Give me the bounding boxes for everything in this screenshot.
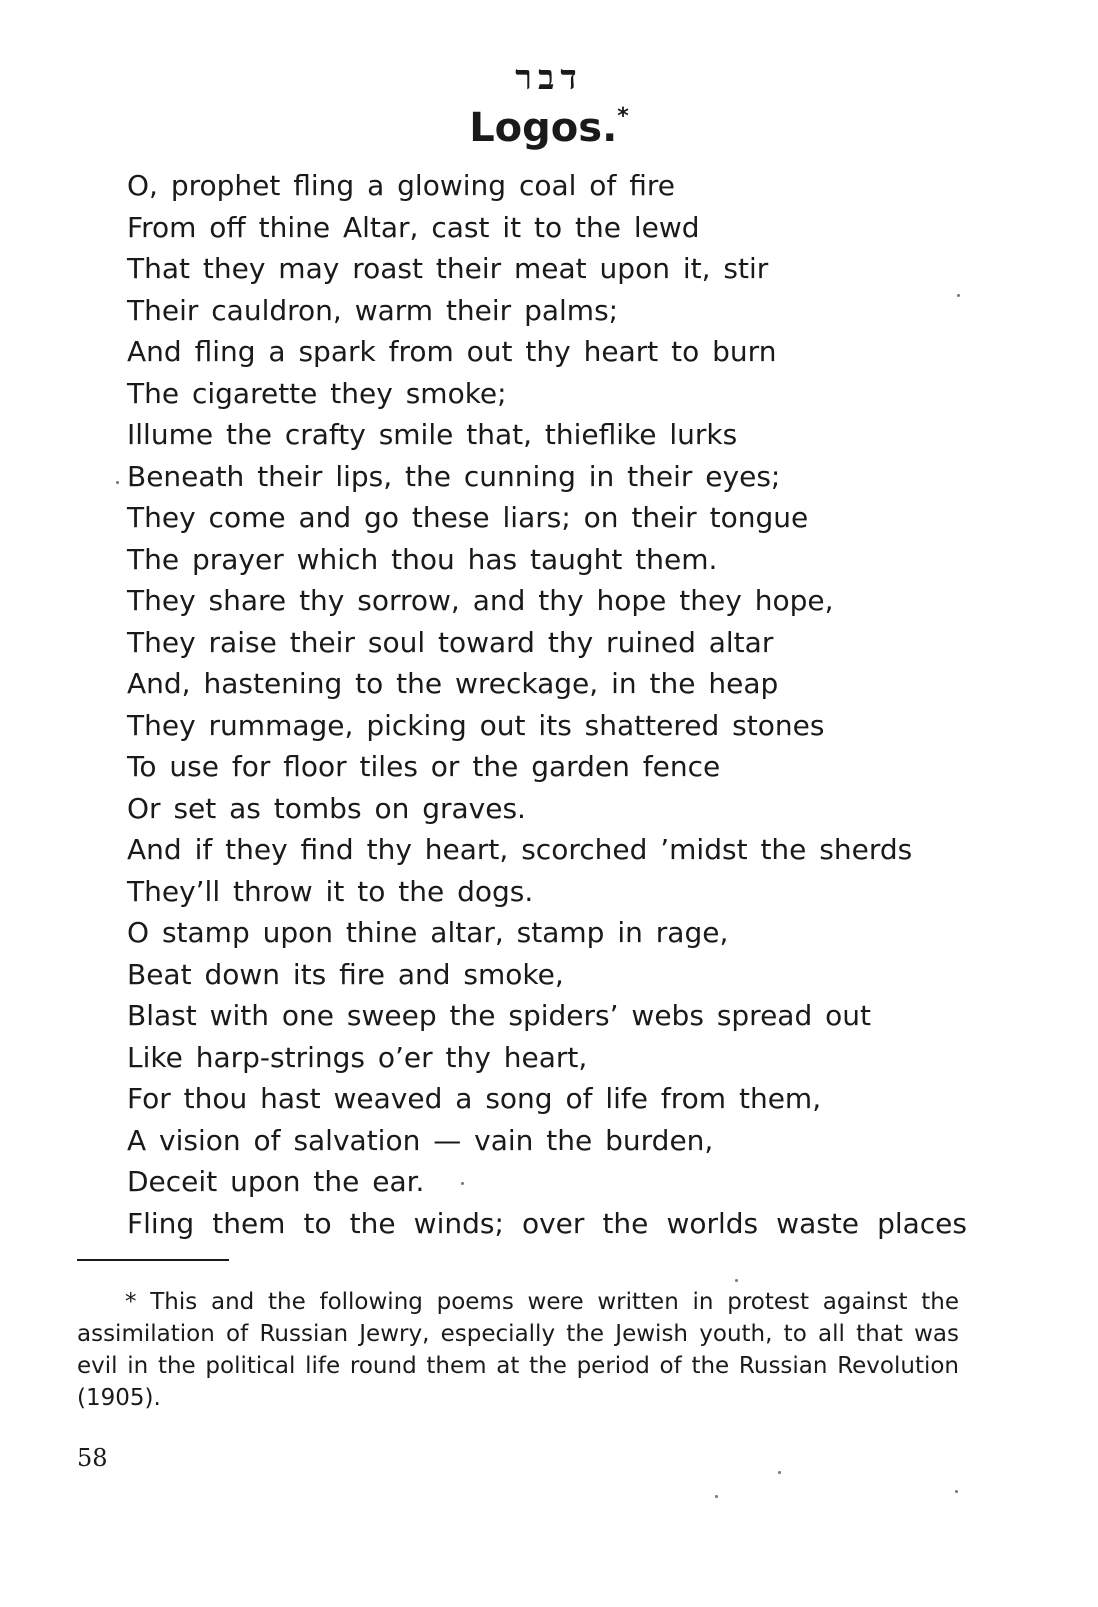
poem-title (0, 104, 1098, 151)
poem-line: The cigarette they smoke; (127, 376, 507, 410)
scan-speck (715, 1495, 718, 1498)
poem-line: And, hastening to the wreckage, in the heap (127, 667, 779, 700)
scan-speck (116, 481, 119, 484)
poem-line: Their cauldron, warm their palms; (127, 293, 619, 327)
poem-title-text: Logos. (469, 105, 618, 151)
poem-line: They share thy sorrow, and thy hope they hope, (127, 584, 834, 617)
poem-line: Beat down its fire and smoke, (127, 957, 564, 991)
page-number: 58 (77, 1444, 108, 1472)
poem-line: To use for floor tiles or the garden fence (127, 750, 721, 783)
scan-speck (957, 294, 960, 297)
poem-line: O stamp upon thine altar, stamp in rage, (127, 916, 729, 949)
poem-line: Beneath their lips, the cunning in their eyes; (127, 459, 781, 493)
poem-line: Deceit upon the ear. (127, 1165, 425, 1198)
scan-speck (778, 1471, 781, 1474)
poem-line: Blast with one sweep the spiders’ webs spread out (127, 999, 871, 1032)
poem-line: Illume the crafty smile that, thieflike lurks (127, 418, 738, 451)
poem-line: From off thine Altar, cast it to the lewd (127, 210, 700, 244)
poem-line: And if they find thy heart, scorched ’midst the sherds (127, 833, 913, 866)
poem-body (127, 165, 967, 1244)
scan-speck (461, 1182, 464, 1185)
poem-line: They come and go these liars; on their tongue (127, 501, 809, 534)
footnote-marker: * (617, 104, 629, 129)
poem-line: For thou hast weaved a song of life from them, (127, 1082, 822, 1115)
footnote-divider (77, 1259, 229, 1261)
scan-speck (955, 1490, 958, 1493)
poem-line: The prayer which thou has taught them. (127, 542, 718, 576)
poem-line: And fling a spark from out thy heart to burn (127, 335, 777, 368)
poem-line: They rummage, picking out its shattered stones (127, 708, 825, 742)
poem-line: Or set as tombs on graves. (127, 791, 526, 825)
hebrew-title: דבר (515, 58, 583, 98)
poem-line: A vision of salvation — vain the burden, (127, 1123, 714, 1157)
poem-line: They’ll throw it to the dogs. (127, 874, 534, 908)
scan-speck (735, 1279, 738, 1282)
footnote: * This and the following poems were written in protest against the assimilation of Russian Jewry, especially the Jewish youth, to all that was evil in the political life round them at the period of the Russian Revolution (1905). (77, 1289, 959, 1411)
poem-line: O, prophet fling a glowing coal of fire (127, 169, 675, 202)
poem-line: Fling them to the winds; over the worlds waste places (127, 1206, 967, 1240)
poem-line: Like harp-strings o’er thy heart, (127, 1040, 588, 1074)
poem-line: That they may roast their meat upon it, stir (127, 252, 769, 285)
poem-line: They raise their soul toward thy ruined altar (127, 625, 774, 659)
